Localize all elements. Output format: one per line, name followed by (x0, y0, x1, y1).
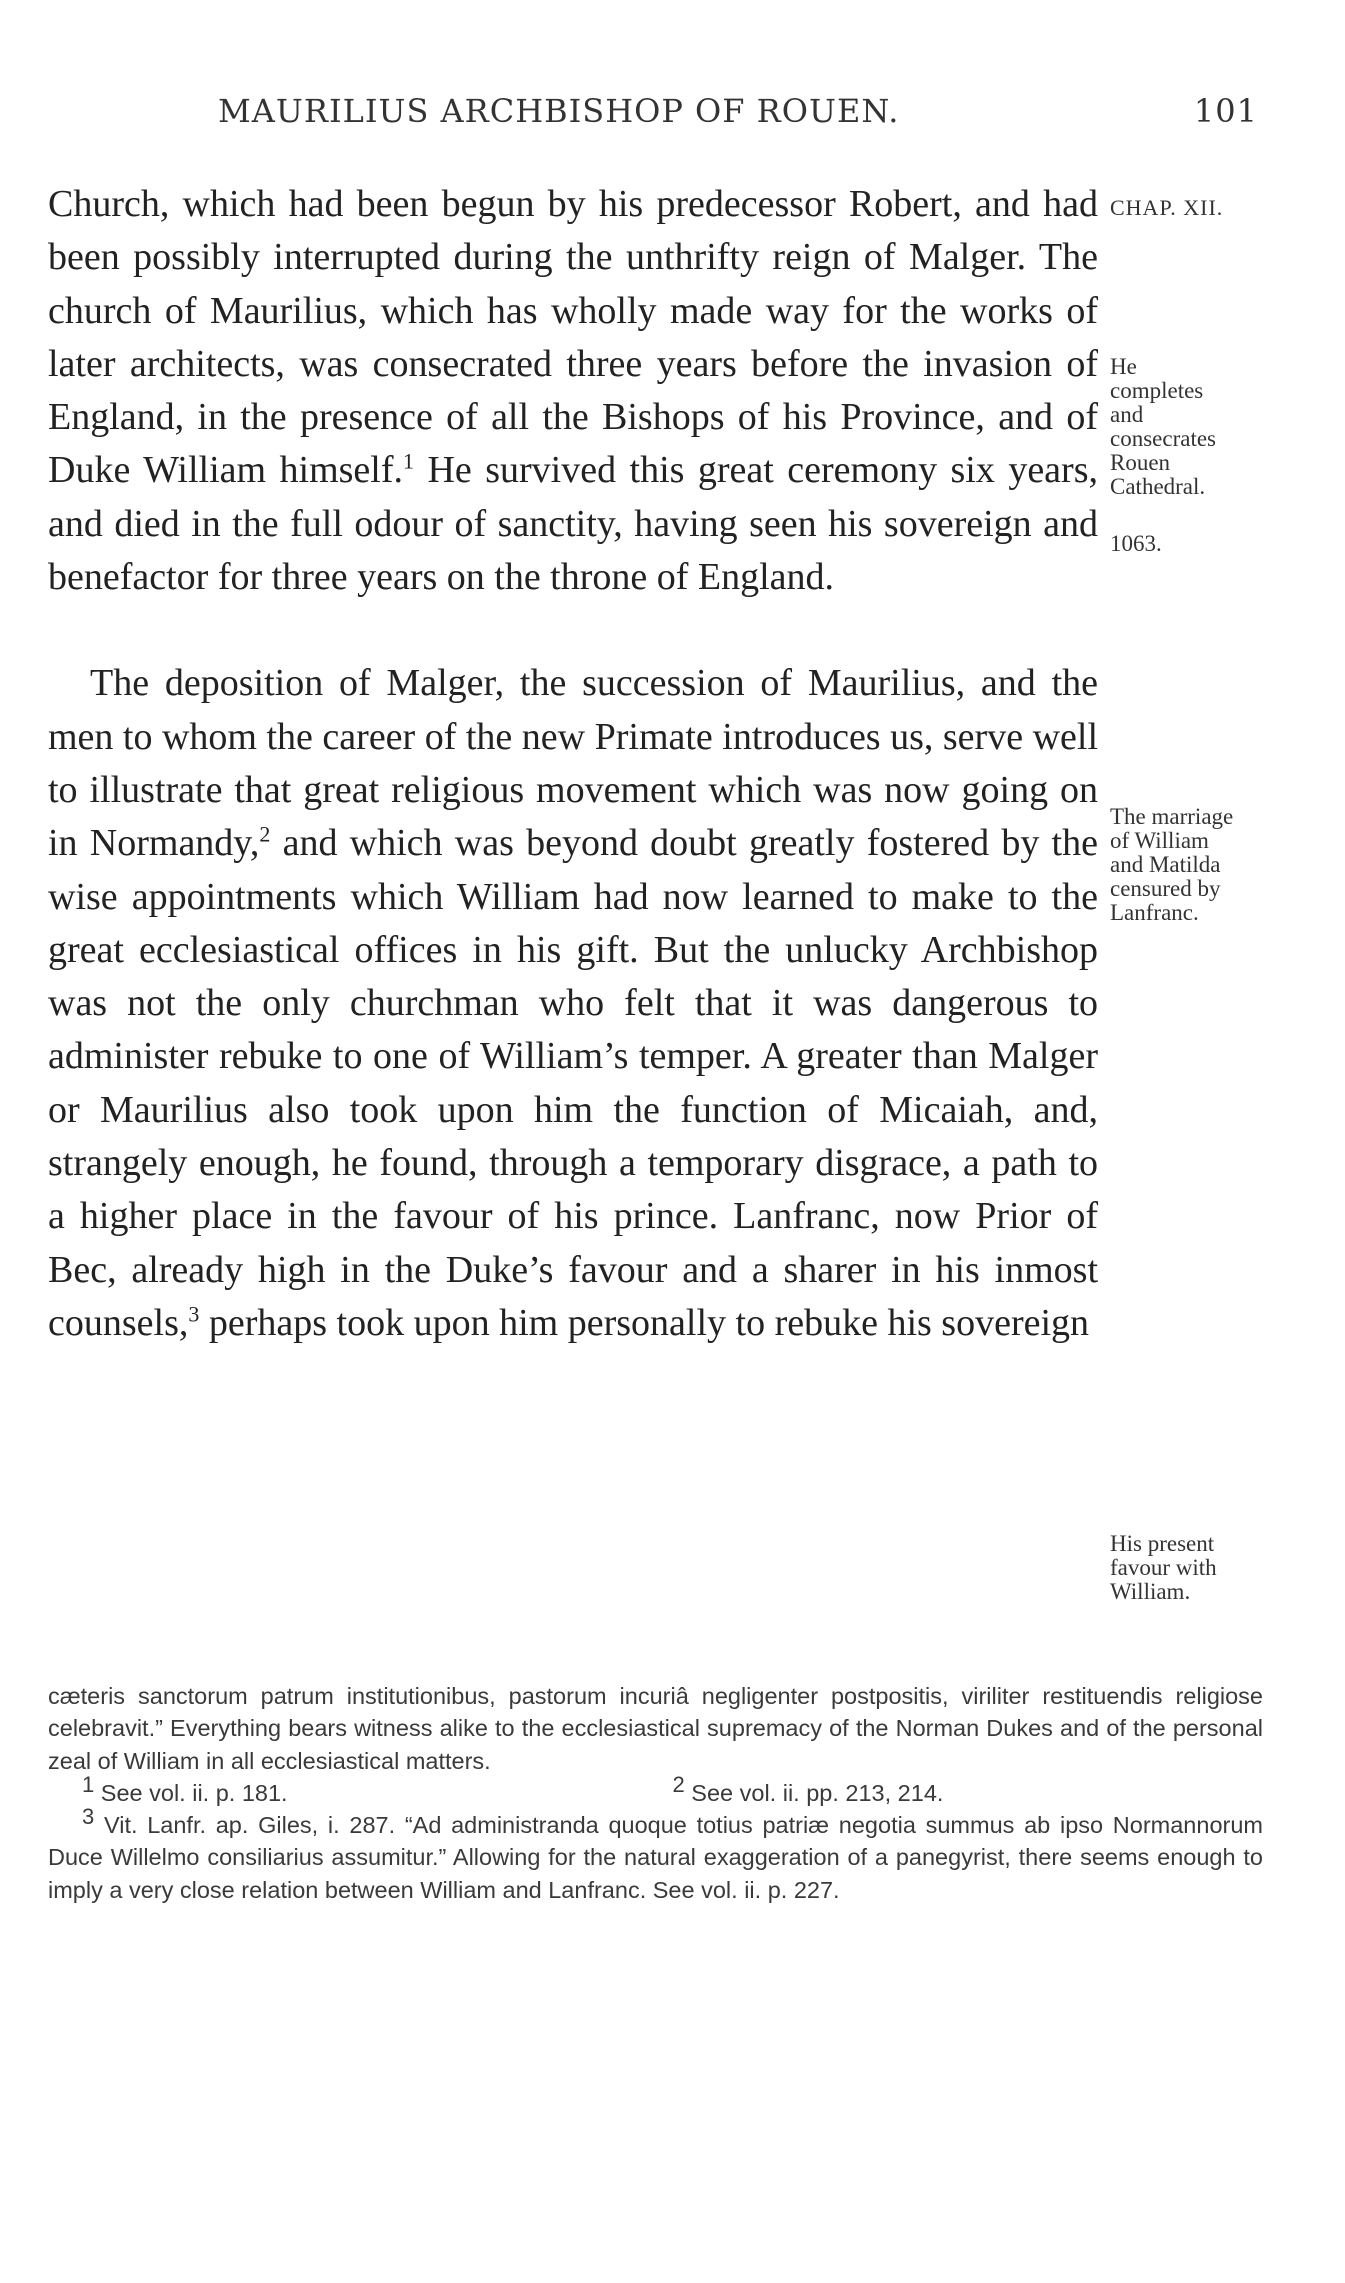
footnote-ref-2: 2 (259, 821, 271, 847)
footnote-3-text: Vit. Lanfr. ap. Giles, i. 287. “Ad administranda quoque totius patriæ negotia summus ab ipso Normannorum Duce Willelmo consiliarius assumitur.” Allowing for the natural exaggeration of a panegyrist, there seems enough to imply a very close relation between William and Lanfranc. See vol. ii. p. 227. (48, 1812, 1263, 1903)
footnote-continuation: cæteris sanctorum patrum institutionibus, pastorum incuriâ negligenter postpositis, viriliter restituendis religiose celebravit.” Everything bears witness alike to the ecclesiastical supremacy of the Norman Dukes and of the personal zeal of William in all ecclesiastical matters. (48, 1683, 1263, 1774)
page-number: 101 (1193, 92, 1258, 130)
running-title: MAURILIUS ARCHBISHOP OF ROUEN. (218, 92, 900, 130)
footnote-1 (48, 1772, 673, 1809)
footnote-row-1-2 (48, 1772, 1263, 1809)
footnote-ref-3: 3 (188, 1301, 200, 1327)
sidenote-rouen-cathedral: He completes and consecrates Rouen Cathedral. (1110, 354, 1216, 499)
footnote-3-marker: 3 (82, 1804, 95, 1830)
paragraph-2-part-a: The deposition of Malger, the succession of Maurilius, and the men to whom the career of the new Primate introduces us, serve well to illustrate that great religious movement which was now going on in Normandy, (48, 662, 1098, 865)
footnote-1-marker: 1 (82, 1772, 95, 1798)
paragraph-2 (48, 657, 1098, 1350)
footnote-2-text: See vol. ii. pp. 213, 214. (691, 1779, 944, 1806)
footnote-2 (672, 1772, 1264, 1809)
paragraph-2-part-b: and which was beyond doubt greatly fostered by the wise appointments which William had now learned to make to the great ecclesiastical offices in his gift. But the unlucky Archbishop was not the only churchman who felt that it was dangerous to administer rebuke to one of William’s temper. A greater than Malger or Maurilius also took upon him the function of Micaiah, and, strangely enough, he found, through a temporary disgrace, a path to a higher place in the favour of his prince. Lanfranc, now Prior of Bec, already high in the Duke’s favour and a sharer in his inmost counsels, (48, 822, 1098, 1344)
footnotes (48, 1680, 1263, 1906)
sidenote-favour: His present favour with William. (1110, 1531, 1217, 1604)
sidenote-year: 1063. (1110, 531, 1162, 556)
footnote-ref-1: 1 (403, 448, 414, 474)
paragraph-1-tail: He survived this great ceremony six years, and died in the full odour of sanctity, having seen his sovereign and benefactor for three years on the throne of England. (48, 449, 1098, 599)
paragraph-1 (48, 178, 1098, 604)
running-header (218, 92, 1258, 130)
main-text (48, 178, 1098, 1350)
paragraph-2-part-c: perhaps took upon him personally to rebuke his sovereign (199, 1301, 1090, 1344)
footnote-1-text: See vol. ii. p. 181. (100, 1779, 288, 1806)
sidenote-marriage: The marriage of William and Matilda censured by Lanfranc. (1110, 804, 1234, 925)
footnote-2-marker: 2 (672, 1772, 685, 1798)
paragraph-1-text: Church, which had been begun by his predecessor Robert, and had been possibly interrupted during the unthrifty reign of Malger. The church of Maurilius, which has wholly made way for the works of later architects, was consecrated three years before the invasion of England, in the presence of all the Bishops of his Province, and of Duke William himself. (48, 183, 1098, 492)
footnote-3 (48, 1804, 1263, 1906)
sidenote-chapter: CHAP. XII. (1110, 195, 1224, 220)
